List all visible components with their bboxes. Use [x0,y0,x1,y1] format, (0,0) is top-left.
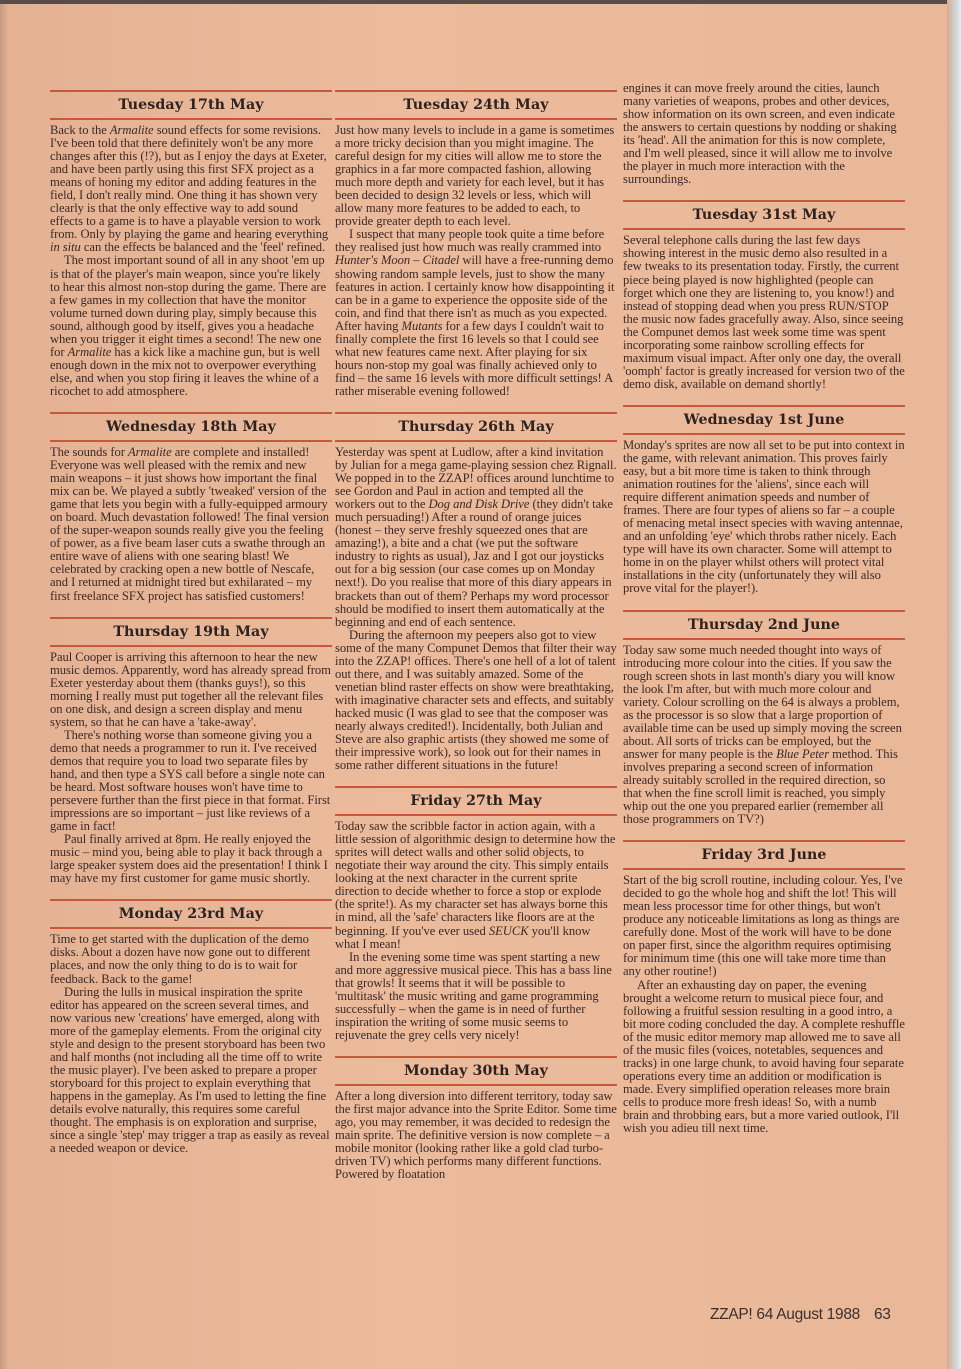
paragraph-text: During the lulls in musical inspiration the sprite editor has appeared on the screen several times, and now various new 'creations' have emerged, along with more of the gameplay elements. From the original city style and design to the present storyboard has been two and half months (not including all the time off to write the music player). I've been asked to prepare a proper storyboard for this project to explain everything that happens in the gameplay. As I'm used to letting the fine details evolve naturally, this requires some careful thought. The emphasis is on exploration and surprise, since a single 'step' may trigger a trap as easily as reveal a needed weapon or device. [50,984,330,1156]
entry-date-heading: Monday 30th May [335,1056,617,1086]
entry-date-heading: Friday 27th May [335,786,617,816]
entry-date-heading: Thursday 26th May [335,412,617,442]
diary-paragraph [50,986,332,1156]
paragraph-text: Time to get started with the duplication of the demo disks. About a dozen have now gone out to different places, and now the only thing to do is to wait for feedback. Back to the game! [50,932,311,986]
diary-paragraph [623,82,905,186]
paragraph-text: During the afternoon my peepers also got to view some of the many Compunet Demos that filter their way into the ZZAP! offices. There's one hell of a lot of talent out there, and I was suitably amazed. Some of the venetian blind raster effects on show were breathtaking, with imaginative character sets and effects, and suitably hacked music (I was glad to see that the composer was nearly always credited!). Incidentally, both Julian and Steve are also graphic artists (they showed me some of their impressive work), so look out for their names in some rather different situations in the future! [335,627,617,773]
diary-paragraph [335,951,617,1042]
diary-paragraph [335,446,617,629]
paragraph-text: After an exhausting day on paper, the evening brought a welcome return to musical piece four, and following a fruitful session resulting in a good intro, a bit more coding concluded the day. A complete reshuffle of the music editor memory map allowed me to save all of the music files (voices, notetables, sequences and tracks) in one large chunk, to avoid having four separate operations every time an addition or modification is made. Every simplified operation releases more brain cells to produce more fresh ideas! So, with a numb brain and throbbing ears, but a more varied outlook, I'll wish you adieu till next time. [623,977,905,1136]
paragraph-text: The most important sound of all in any shoot 'em up is that of the player's main weapon, since you're likely to hear this almost non-stop during the game. There are a few games in my collection that have the monitor volume turned down during play, simply because this sound, although good by itself, gives you a headache when you trigger it eight times a second! The new one for [50,253,327,359]
italic-title: Dog and Disk Drive [428,497,530,512]
italic-title: in situ [50,240,81,255]
diary-entry [50,412,332,603]
diary-paragraph [335,820,617,950]
entry-date-heading: Wednesday 1st June [623,405,905,435]
diary-paragraph [50,833,332,885]
diary-paragraph [335,629,617,773]
paragraph-text: method. This involves preparing a second screen of information already suitably scrolled in the required direction, so that when the fine scroll limit is reached, you simply whip out the one you prepared earlier (remember all those programmers on TV?) [623,746,898,827]
paragraph-text: you'll know what I mean! [335,923,591,951]
italic-title: Mutants [401,318,443,333]
paragraph-text: Several telephone calls during the last few days showing interest in the music demo also resulted in a few tweaks to its presentation today. Firstly, the current piece being played is now highlighted (people can forget which one they are listening to, you know!) and instead of stopping dead when you press RUN/STOP the music now fades gracefully away. Also, since seeing the Compunet demos last week some time was spent incorporating some rainbow scrolling effects for maximum visual impact. After only one day, the overall 'oomph' factor is greatly increased for version two of the demo disk, available on demand shortly! [623,233,905,391]
paragraph-text: I suspect that many people took quite a time before they realised just how much was really crammed into [335,227,605,255]
diary-paragraph [623,234,905,391]
diary-paragraph [335,1090,617,1181]
italic-title: Armalite [67,344,112,359]
diary-paragraph [623,874,905,978]
paragraph-text: engines it can move freely around the cities, launch many varieties of weapons, probes and other devices, show information on its own screen, and even indicate the answers to certain questions by nodding or shaking its 'head'. All the animation for this is now complete, and I'm well pleased, since it will allow me to involve the player in much more interaction with the surroundings. [623,81,897,187]
diary-paragraph [623,979,905,1136]
entry-date-heading: Thursday 19th May [50,617,332,647]
entry-date-heading: Tuesday 24th May [335,90,617,120]
paragraph-text: are complete and installed! Everyone was well pleased with the remix and new main weapons – it just shows how important the final mix can be. We played a subtly 'tweaked' version of the game that lets you begin with a fully-equipped armoury on board. Much devastation followed! The final version of the super-weapon sounds really give you the feeling of power, as a five beam laser cuts a swathe through an entire wave of aliens with one searing blast! We celebrated by cracking open a new bottle of Nescafe, and I returned at midnight tired but exhilarated – my first freelance SFX project has satisfied customers! [50,444,329,603]
paragraph-text: Just how many levels to include in a game is sometimes a more tricky decision than you might imagine. The careful design for my cities will allow me to store the graphics in a far more compacted fashion, allowing much more depth and variety for each level, but it has been decided to design 32 levels or less, which will allow many more features to be added to each, to provide greater depth to each level. [335,123,615,229]
paragraph-text: Back to the [50,123,110,137]
entry-date-heading: Friday 3rd June [623,840,905,870]
paragraph-text: Paul Cooper is arriving this afternoon to hear the new music demos. Apparently, word has already spread from Exeter yesterday about them (thanks guys!), so this morning I really must put together all the relevant files on one disk, and design a screen display and menu system, so that he can have a 'take-away'. [50,649,331,729]
diary-entry [50,617,332,886]
diary-entry [335,90,617,398]
entry-date-heading: Monday 23rd May [50,899,332,929]
paragraph-text: Monday's sprites are now all set to be put into context in the game, with relevant animation. This proves fairly easy, but a bit more time is taken to think through animation routines for the 'aliens', since each will require different animation speeds and number of frames. There are four types of aliens so far – a couple of menacing metal insect species with waving antennae, and an unfolding 'eye' which throbs rather nicely. Each type will have its own character. Some will attempt to home in on the player whilst others will protect vital installations in the city (unfortunately they will also prove vital for the player!). [623,437,905,596]
entry-date-heading: Thursday 2nd June [623,610,905,640]
diary-paragraph [50,446,332,603]
paragraph-text: can the effects be balanced and the 'feel' refined. [80,240,326,255]
paragraph-text: will have a free-running demo showing random sample levels, just to show the many features in action. I certainly know how disappointing it can be in a game to experience the opposite side of the coin, and find that there isn't as much as you expected. After having [335,253,615,333]
column-1 [50,84,332,1155]
paragraph-text: The sounds for [50,444,128,459]
diary-paragraph [50,254,332,398]
paragraph-text: (they didn't take much persuading!) After a round of orange juices (honest – they serve freshly squeezed ones that are amazing!), a bite and a chat (we put the software industry to rights as usual), Jaz and I got our joysticks out for a big session (our case comes up on Monday next!). Do you realise that more of this diary appears in brackets than out of them? Perhaps my word processor should be modified to insert them automatically at the beginning and end of each sentence. [335,497,613,629]
diary-paragraph [623,439,905,596]
paragraph-text: After a long diversion into different territory, today saw the first major advance into the Sprite Editor. Some time ago, you may remember, it was decided to redesign the main sprite. The definitive version is now complete – a mobile monitor (looking rather like a gold clad turbo-driven TV) which performs many different functions. Powered by floatation [335,1088,617,1182]
column-3 [623,82,905,1135]
diary-entry [50,899,332,1155]
entry-date-heading: Wednesday 18th May [50,412,332,442]
diary-paragraph [50,651,332,729]
paragraph-text: sound effects for some revisions. I've been told that there definitely won't be any more changes after this (!?), but as I enjoy the days at Exeter, and have been partly using this first SFX project as a means of honing my editor and adding features in the field, I don't really mind. One thing it has shown very clearly is that the only effective way to add sound effects to a game is to have a playable version to work from. Only by playing the game and hearing everything [50,123,329,242]
italic-title: Armalite [109,123,154,137]
italic-title: Hunter's Moon – Citadel [335,253,460,268]
entry-date-heading: Tuesday 31st May [623,200,905,230]
diary-entry [623,405,905,596]
diary-paragraph [50,933,332,985]
page-number: 63 [873,1306,891,1323]
diary-entry [623,200,905,391]
diary-entry [335,412,617,772]
paragraph-text: Paul finally arrived at 8pm. He really enjoyed the music – mind you, being able to play it back through a large speaker system does aid the presentation! I think I may have my first customer for game music shortly. [50,832,328,886]
paragraph-text: for a few days I couldn't wait to finally complete the first 16 levels so that I could see what new features came next. After playing for six hours non-stop my goal was finally achieved only to find – the same 16 levels with more difficult settings! A rather miserable evening followed! [335,318,613,398]
diary-paragraph [623,644,905,827]
paragraph-text: Today saw the scribble factor in action again, with a little session of algorithmic design to determine how the sprites will detect walls and other solid objects, to negotiate their way around the city. This simply entails looking at the next character in the current sprite direction to decide whether to force a stop or explode (the sprite!). As my character set has always borne this in mind, all the 'safe' characters like floors are at the beginning. If you've ever used [335,819,616,938]
paragraph-text: Start of the big scroll routine, including colour. Yes, I've decided to go the whole hog and shift the lot! This will mean less processor time for other things, but won't produce any noticeable limitations as long as things are carefully done. Most of the work will have to be done on paper first, since the algorithm requires optimising for minimum time (this one will take more time than any other routine!) [623,873,903,979]
page-top-edge [0,0,961,4]
page-right-edge [947,0,961,1369]
paragraph-text: has a kick like a machine gun, but is well enough down in the mix not to overpower everything else, and when you stop firing it leaves the whine of a ricochet to add atmosphere. [50,344,321,398]
paragraph-text: There's nothing worse than someone giving you a demo that needs a programmer to run it. I've received demos that require you to load two separate files by hand, and then type a SYS call before a single note can be heard. Most software houses won't have time to persevere further than the first piece in that format. First impressions are so important – just like reviews of a game in fact! [50,727,331,834]
diary-entry [623,840,905,1135]
page-footer [710,1306,891,1324]
diary-paragraph [50,729,332,833]
diary-paragraph [335,124,617,228]
diary-entry [623,610,905,827]
italic-title: Armalite [127,444,172,459]
paragraph-text: Today saw some much needed thought into ways of introducing more colour into the cities. If you saw the rough screen shots in last month's diary you will know the look I'm after, but with much more colour and variety. Colour scrolling on the 64 is always a problem, as the processor is so slow that a large proportion of available time can be used up simply moving the screen about. All sorts of tricks can be employed, but the answer for many people is the [623,642,902,761]
column-2 [335,84,617,1181]
paragraph-text: Yesterday was spent at Ludlow, after a kind invitation by Julian for a mega game-playing session chez Rignall. We popped in to the ZZAP! offices around lunchtime to see Gordon and Paul in action and tempted all the workers out to the [335,444,617,512]
diary-entry [335,1056,617,1181]
italic-title: Blue Peter [776,746,830,761]
italic-title: SEUCK [488,923,529,938]
diary-paragraph [335,228,617,398]
paragraph-text: In the evening some time was spent starting a new and more aggressive musical piece. This has a bass line that growls! It seems that it will be possible to 'multitask' the music writing and game programming successfully – when the game is in need of further inspiration the writing of some music seems to rejuvenate the grey cells very nicely! [335,949,612,1042]
publication-title: ZZAP! 64 August 1988 [710,1306,860,1323]
diary-entry [335,786,617,1042]
diary-entry [50,90,332,398]
diary-paragraph [50,124,332,254]
entry-date-heading: Tuesday 17th May [50,90,332,120]
